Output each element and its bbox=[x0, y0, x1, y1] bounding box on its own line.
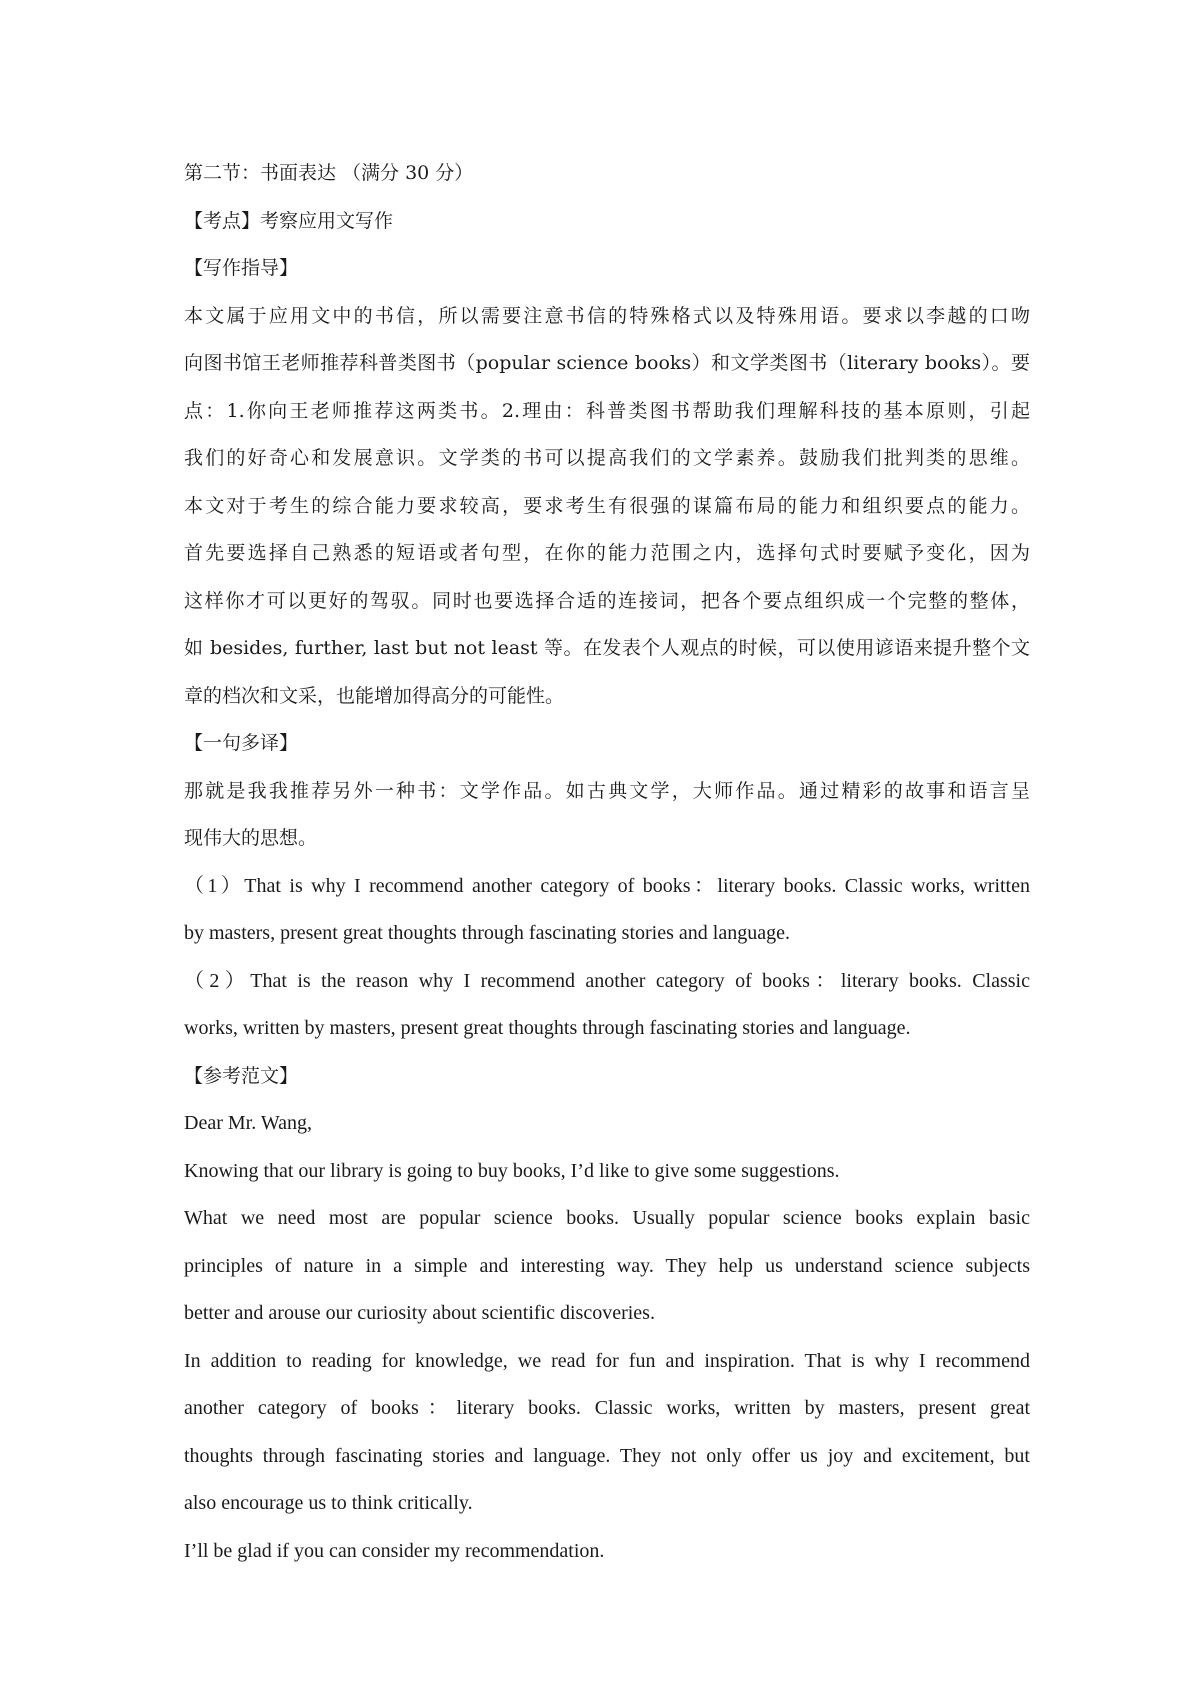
letter-paragraph-1: Knowing that our library is going to buy books, I’d like to give some suggestions. bbox=[184, 1159, 840, 1182]
text-line: 本文属于应用文中的书信，所以需要注意书信的特殊格式以及特殊用语。要求以李越的口吻 bbox=[184, 304, 1030, 327]
text-line: 我们的好奇心和发展意识。文学类的书可以提高我们的文学素养。鼓励我们批判类的思维。 bbox=[184, 447, 1030, 469]
sample-heading: 【参考范文】 bbox=[184, 1064, 299, 1087]
section-title: 第二节：书面表达 （满分 30 分） bbox=[184, 162, 474, 184]
letter-greeting: Dear Mr. Wang, bbox=[184, 1112, 312, 1134]
text-line: 本文对于考生的综合能力要求较高，要求考生有很强的谋篇布局的能力和组织要点的能力。 bbox=[184, 494, 1030, 517]
text-line: 向图书馆王老师推荐科普类图书（popular science books）和文学类图书（literary books）。要 bbox=[184, 352, 1030, 374]
letter-paragraph-4: I’ll be glad if you can consider my recommendation. bbox=[184, 1539, 605, 1562]
text-line: another category of books：literary books. Classic works, written by masters, present great bbox=[184, 1397, 1030, 1419]
text-line: better and arouse our curiosity about scientific discoveries. bbox=[184, 1302, 655, 1324]
document-page bbox=[184, 150, 1030, 1575]
text-line: 如 besides, further, last but not least 等。在发表个人观点的时候，可以使用谚语来提升整个文 bbox=[184, 637, 1030, 659]
text-line: In addition to reading for knowledge, we read for fun and inspiration. That is why I recommend bbox=[184, 1349, 1030, 1372]
text-line: 这样你才可以更好的驾驭。同时也要选择合适的连接词，把各个要点组织成一个完整的整体， bbox=[184, 589, 1030, 612]
writing-guide-paragraph bbox=[184, 293, 1030, 721]
text-line: 首先要选择自己熟悉的短语或者句型，在你的能力范围之内，选择句式时要赋予变化，因为 bbox=[184, 542, 1030, 564]
text-line: 那就是我我推荐另外一种书：文学作品。如古典文学，大师作品。通过精彩的故事和语言呈 bbox=[184, 779, 1030, 802]
exam-point: 【考点】考察应用文写作 bbox=[184, 209, 394, 232]
text-line: thoughts through fascinating stories and language. They not only offer us joy and excitement, but bbox=[184, 1444, 1030, 1467]
translation-option-1 bbox=[184, 863, 1030, 958]
text-line: What we need most are popular science books. Usually popular science books explain basic bbox=[184, 1207, 1030, 1229]
text-line: principles of nature in a simple and interesting way. They help us understand science subjects bbox=[184, 1254, 1030, 1277]
text-line: also encourage us to think critically. bbox=[184, 1492, 473, 1514]
text-line: （2）That is the reason why I recommend another category of books：literary books. Classic bbox=[184, 969, 1030, 992]
sample-letter bbox=[184, 1100, 1030, 1575]
text-line: works, written by masters, present great thoughts through fascinating stories and language. bbox=[184, 1017, 911, 1039]
text-line: 章的档次和文采，也能增加得高分的可能性。 bbox=[184, 684, 565, 707]
text-line: （1）That is why I recommend another category of books：literary books. Classic works, written bbox=[184, 874, 1030, 897]
text-line: by masters, present great thoughts through fascinating stories and language. bbox=[184, 922, 790, 944]
guide-heading: 【写作指导】 bbox=[184, 257, 299, 279]
translation-option-2 bbox=[184, 958, 1030, 1053]
text-line: 现伟大的思想。 bbox=[184, 827, 318, 849]
translation-heading: 【一句多译】 bbox=[184, 732, 299, 754]
text-line: 点：1.你向王老师推荐这两类书。2.理由：科普类图书帮助我们理解科技的基本原则，引起 bbox=[184, 399, 1030, 422]
translation-source bbox=[184, 768, 1030, 863]
